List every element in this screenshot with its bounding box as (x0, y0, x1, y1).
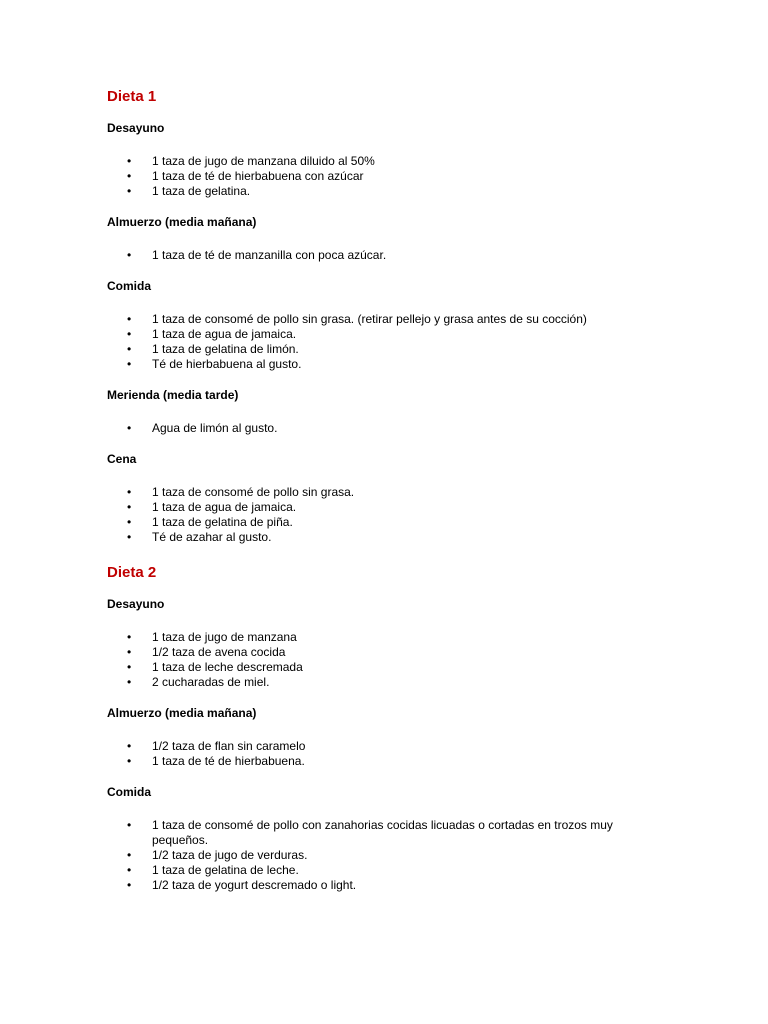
bullet-icon: • (127, 848, 132, 862)
list-item-text: 1 taza de jugo de manzana diluido al 50% (152, 154, 375, 168)
bullet-icon: • (127, 485, 132, 499)
bullet-icon: • (127, 500, 132, 514)
bullet-icon: • (127, 421, 132, 435)
list-item-text: 1 taza de agua de jamaica. (152, 500, 297, 514)
list-item (107, 660, 708, 675)
list-item (107, 248, 708, 263)
meal-item-list (107, 248, 708, 263)
meal-title: Desayuno (107, 597, 165, 611)
meal-item-list (107, 485, 708, 545)
bullet-icon: • (127, 739, 132, 753)
list-item-text: 1 taza de agua de jamaica. (152, 327, 297, 341)
list-item-text: 1/2 taza de flan sin caramelo (152, 739, 306, 753)
meal-title: Almuerzo (media mañana) (107, 215, 257, 229)
list-item-text: 1 taza de gelatina de piña. (152, 515, 293, 529)
bullet-icon: • (127, 754, 132, 768)
meal-item-list (107, 630, 708, 690)
list-item (107, 818, 708, 848)
meal-item-list (107, 312, 708, 372)
list-item (107, 848, 708, 863)
list-item (107, 878, 708, 893)
meal-section (107, 706, 708, 769)
meal-title: Almuerzo (media mañana) (107, 706, 257, 720)
list-item-text: 1/2 taza de avena cocida (152, 645, 286, 659)
meal-title: Comida (107, 279, 152, 293)
bullet-icon: • (127, 327, 132, 341)
list-item (107, 342, 708, 357)
list-item (107, 485, 708, 500)
list-item-text: 1 taza de gelatina de leche. (152, 863, 299, 877)
diet-title: Dieta 2 (107, 564, 157, 581)
bullet-icon: • (127, 515, 132, 529)
meal-item-list (107, 154, 708, 199)
list-item (107, 154, 708, 169)
list-item-text: Agua de limón al gusto. (152, 421, 278, 435)
meal-section (107, 121, 708, 199)
list-item (107, 645, 708, 660)
list-item-text: 1 taza de consomé de pollo sin grasa. (152, 485, 355, 499)
list-item (107, 312, 708, 327)
list-item-text: 1 taza de consomé de pollo con zanahorias cocidas licuadas o cortadas en trozos muy pequeños. (152, 818, 613, 847)
bullet-icon: • (127, 357, 132, 371)
meal-section (107, 785, 708, 893)
list-item (107, 675, 708, 690)
bullet-icon: • (127, 675, 132, 689)
meal-section (107, 597, 708, 690)
list-item (107, 327, 708, 342)
list-item-text: 1 taza de té de hierbabuena. (152, 754, 305, 768)
meal-section (107, 452, 708, 545)
list-item-text: 1/2 taza de yogurt descremado o light. (152, 878, 357, 892)
bullet-icon: • (127, 342, 132, 356)
list-item-text: Té de azahar al gusto. (152, 530, 272, 544)
bullet-icon: • (127, 660, 132, 674)
list-item-text: 1 taza de gelatina de limón. (152, 342, 299, 356)
bullet-icon: • (127, 248, 132, 262)
list-item-text: 2 cucharadas de miel. (152, 675, 270, 689)
list-item (107, 500, 708, 515)
diet-title: Dieta 1 (107, 88, 157, 105)
meal-item-list (107, 421, 708, 436)
bullet-icon: • (127, 312, 132, 326)
meal-title: Cena (107, 452, 137, 466)
meal-item-list (107, 818, 708, 893)
list-item-text: 1 taza de té de hierbabuena con azúcar (152, 169, 364, 183)
list-item (107, 169, 708, 184)
list-item (107, 863, 708, 878)
meal-item-list (107, 739, 708, 769)
list-item (107, 530, 708, 545)
list-item-text: Té de hierbabuena al gusto. (152, 357, 302, 371)
meal-section (107, 279, 708, 372)
list-item (107, 357, 708, 372)
meal-title: Comida (107, 785, 152, 799)
list-item (107, 515, 708, 530)
list-item-text: 1 taza de jugo de manzana (152, 630, 297, 644)
list-item (107, 739, 708, 754)
list-item-text: 1 taza de té de manzanilla con poca azúcar. (152, 248, 387, 262)
list-item (107, 184, 708, 199)
bullet-icon: • (127, 530, 132, 544)
bullet-icon: • (127, 184, 132, 198)
list-item (107, 630, 708, 645)
list-item-text: 1 taza de leche descremada (152, 660, 303, 674)
list-item-text: 1 taza de gelatina. (152, 184, 251, 198)
bullet-icon: • (127, 645, 132, 659)
bullet-icon: • (127, 154, 132, 168)
meal-title: Desayuno (107, 121, 165, 135)
list-item (107, 754, 708, 769)
bullet-icon: • (127, 863, 132, 877)
bullet-icon: • (127, 878, 132, 892)
bullet-icon: • (127, 630, 132, 644)
list-item-text: 1 taza de consomé de pollo sin grasa. (retirar pellejo y grasa antes de su cocción) (152, 312, 587, 326)
list-item (107, 421, 708, 436)
list-item-text: 1/2 taza de jugo de verduras. (152, 848, 308, 862)
meal-title: Merienda (media tarde) (107, 388, 239, 402)
bullet-icon: • (127, 169, 132, 183)
bullet-icon: • (127, 818, 132, 832)
meal-section (107, 388, 708, 436)
meal-section (107, 215, 708, 263)
